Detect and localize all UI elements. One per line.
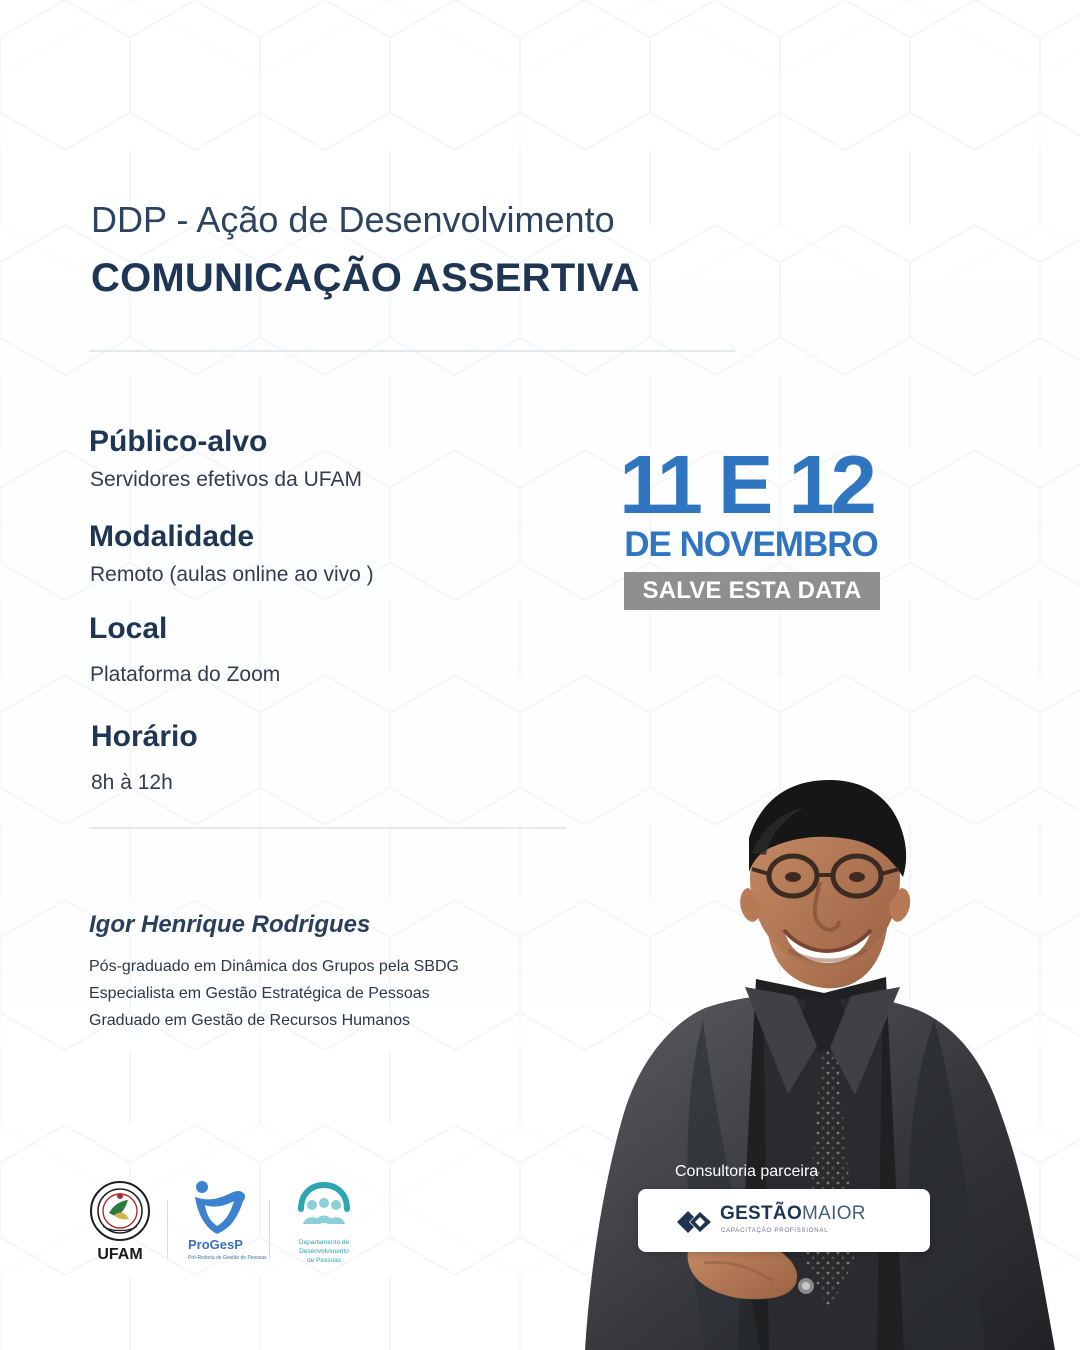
location-label: Local: [89, 612, 168, 645]
speaker-credential: Especialista em Gestão Estratégica de Pessoas: [89, 985, 430, 1002]
speaker-name: Igor Henrique Rodrigues: [89, 911, 371, 938]
schedule-value: 8h à 12h: [91, 771, 173, 794]
people-group-icon: [295, 1181, 353, 1233]
speaker-credential: Pós-graduado em Dinâmica dos Grupos pela SBDG: [89, 958, 459, 975]
event-days: 11 E 12: [619, 438, 873, 531]
partner-tagline: CAPACITAÇÃO PROFISSIONAL: [721, 1228, 829, 1234]
progesp-logo-text: ProGesP: [188, 1237, 243, 1252]
partner-name: [720, 1203, 866, 1225]
location-value: Plataforma do Zoom: [90, 663, 281, 686]
event-subtitle: DDP - Ação de Desenvolvimento: [91, 199, 615, 240]
gestao-maior-logo-icon: [676, 1207, 712, 1237]
ddp-logo-text: Departamento de: [298, 1239, 350, 1246]
ddp-logo: [287, 1181, 363, 1270]
top-divider: [89, 350, 735, 352]
institution-logos: [84, 1176, 374, 1272]
audience-label: Público-alvo: [89, 425, 268, 458]
ufam-logo-text: UFAM: [97, 1246, 143, 1263]
bottom-divider: [89, 827, 566, 829]
logo-separator: [269, 1200, 270, 1258]
speaker-credential: Graduado em Gestão de Recursos Humanos: [89, 1012, 411, 1029]
modality-value: Remoto (aulas online ao vivo ): [90, 563, 374, 586]
event-month: DE NOVEMBRO: [624, 525, 878, 564]
progesp-mark-icon: [190, 1179, 248, 1237]
modality-label: Modalidade: [89, 520, 255, 553]
progesp-logo: [182, 1179, 267, 1271]
partner-logo-card: [638, 1189, 930, 1252]
save-date-banner: SALVE ESTA DATA: [624, 572, 880, 610]
event-title: COMUNICAÇÃO ASSERTIVA: [91, 256, 640, 300]
progesp-subtitle: Pró-Reitoria de Gestão de Pessoas: [188, 1255, 267, 1261]
partner-brand-primary: GESTÃO: [720, 1203, 803, 1224]
schedule-label: Horário: [91, 720, 198, 753]
logo-separator: [167, 1200, 168, 1258]
partner-brand-secondary: MAIOR: [802, 1203, 866, 1224]
ddp-logo-text: Desenvolvimento: [299, 1248, 349, 1255]
partner-label: Consultoria parceira: [675, 1163, 819, 1180]
event-date-badge: [606, 438, 906, 622]
ddp-logo-text: de Pessoas: [307, 1257, 341, 1264]
ufam-seal-icon: [89, 1180, 151, 1242]
audience-value: Servidores efetivos da UFAM: [90, 468, 362, 491]
ufam-logo: [84, 1176, 156, 1270]
